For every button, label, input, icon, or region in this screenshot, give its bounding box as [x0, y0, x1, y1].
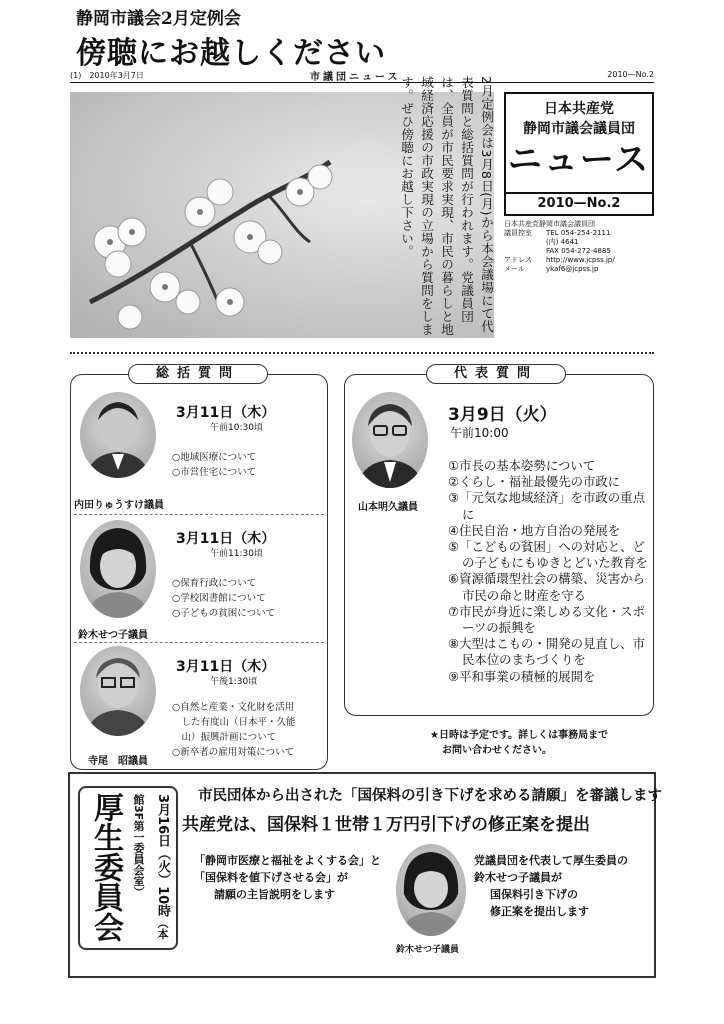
member-name: 鈴木せつ子議員 [396, 945, 460, 955]
hero-subtitle: 静岡市議会2月定例会 [76, 9, 241, 29]
petition-text: 「静岡市医療と福祉をよくする会」と 「国保料を値下げさせる会」が 請願の主旨説明をします [194, 854, 381, 901]
contact-fax: FAX 054-272-4885 [546, 247, 611, 255]
topic-item: ⑦市民が身近に楽しめる文化・スポーツの振興を [448, 603, 645, 636]
portrait-uchida [80, 392, 156, 478]
member-topics [172, 576, 275, 621]
amendment-text: 党議員団を代表して厚生委員の 鈴木せつ子議員が 国保料引き下げの 修正案を提出します [474, 854, 628, 918]
mail-label: メール [504, 265, 525, 273]
masthead-news: ニュース [507, 140, 651, 180]
address-label: アドレス [504, 256, 532, 264]
daihyo-topics [448, 458, 648, 685]
kokuho-heading: 市民団体から出された「国保料の引き下げを求める請願」を審議します [198, 787, 662, 804]
topic-item: ②くらし・福祉最優先の市政に [448, 474, 621, 490]
committee-schedule [124, 794, 174, 946]
committee-place: （本館3F第一委員会室） [132, 794, 169, 940]
issue-number: 2010—No.2 [504, 194, 654, 216]
contact-ext: (内) 4641 [546, 238, 579, 246]
member-date: 3月11日（木） [176, 531, 276, 547]
portrait-yamamoto [352, 392, 428, 488]
topic-item: ○市営住宅について [172, 467, 257, 478]
dotted-divider [70, 352, 654, 354]
member-name: 鈴木せつ子議員 [78, 630, 148, 641]
committee-name: 厚生委員会 [88, 792, 123, 942]
topic-item: ○子どもの貧困について [172, 608, 276, 619]
contact-info [504, 220, 654, 274]
topic-item: ⑨平和事業の積極的展開を [448, 668, 596, 684]
masthead-party: 日本共産党 [544, 101, 614, 117]
daihyo-time: 午前10:00 [450, 426, 509, 440]
member-topics [172, 700, 296, 760]
contact-tel: TEL 054-254-2111 [546, 229, 611, 237]
portrait-suzuki [80, 520, 156, 618]
topic-item: ○新卒者の雇用対策について [172, 747, 295, 758]
portrait-terao [80, 646, 156, 736]
daihyo-date: 3月9日（火） [448, 405, 557, 425]
topic-item: ⑧大型はこもの・開発の見直し、市民本位のまちづくりを [448, 636, 645, 668]
member-time: 午前10:30頃 [210, 423, 263, 433]
topic-item: 山）振興計画について [172, 732, 277, 743]
member-separator [74, 514, 324, 515]
member-time: 午後1:30頃 [210, 677, 258, 687]
member-date: 3月11日（木） [176, 405, 276, 421]
contact-org: 日本共産党静岡市議会議員団 [504, 220, 595, 228]
office-label: 議員控室 [504, 229, 532, 237]
hero-body-text: 2月定例会は3月8日(月)から本会議場にて代表質問と総括質問が行われます。党議員団は、全員が市民要求実現、市民の暮らしと地域経済応援の市政実現の立場から質問をします。ぜひ傍聴にお越し下さい。 [399, 76, 494, 336]
contact-url[interactable]: http://www.jcpss.jp/ [546, 256, 615, 264]
topic-item: ○地域医療について [172, 452, 257, 463]
topic-item: ③「元気な地域経済」を市政の重点に [448, 490, 645, 522]
member-name: 内田りゅうすけ議員 [74, 500, 164, 511]
member-name: 寺尾 昭議員 [88, 756, 148, 767]
header-date: (1) 2010年3月7日 [70, 71, 144, 80]
daihyo-title: 代表質問 [426, 364, 566, 384]
topic-item: ○保育行政について [172, 578, 257, 589]
schedule-note: ★日時は予定です。詳しくは事務局まで お問い合わせください。 [430, 730, 609, 756]
sokatsu-title: 総括質問 [128, 364, 268, 384]
hero-title: 傍聴にお越しください [76, 36, 386, 71]
topic-item: ⑤「こどもの貧困」への対応と、どの子どもにもゆきとどいた教育を [448, 539, 648, 571]
masthead-group: 静岡市議会議員団 [523, 121, 635, 137]
portrait-suzuki-bottom [396, 844, 466, 936]
member-topics [172, 450, 256, 480]
masthead [504, 92, 654, 194]
topic-item: ①市長の基本姿勢について [448, 458, 596, 473]
member-name: 山本明久議員 [358, 502, 418, 513]
topic-item: ○学校図書館について [172, 593, 266, 604]
member-separator [74, 642, 324, 643]
header-title: 市議団ニュース [310, 72, 401, 83]
member-time: 午前11:30頃 [210, 549, 263, 559]
topic-item: した有度山（日本平・久能 [172, 717, 296, 728]
topic-item: ○自然と産業・文化財を活用 [172, 702, 295, 713]
header-issue: 2010—No.2 [607, 70, 654, 79]
kokuho-subheading: 共産党は、国保料１世帯１万円引下げの修正案を提出 [182, 815, 590, 835]
member-date: 3月11日（木） [176, 659, 276, 675]
committee-date: 3月16日（火）10時 [155, 794, 170, 918]
contact-email[interactable]: ykaf6@jcpss.jp [546, 265, 599, 273]
topic-item: ④住民自治・地方自治の発展を [448, 522, 621, 538]
topic-item: ⑥資源循環型社会の構築、災害から市民の命と財産を守る [448, 571, 645, 603]
